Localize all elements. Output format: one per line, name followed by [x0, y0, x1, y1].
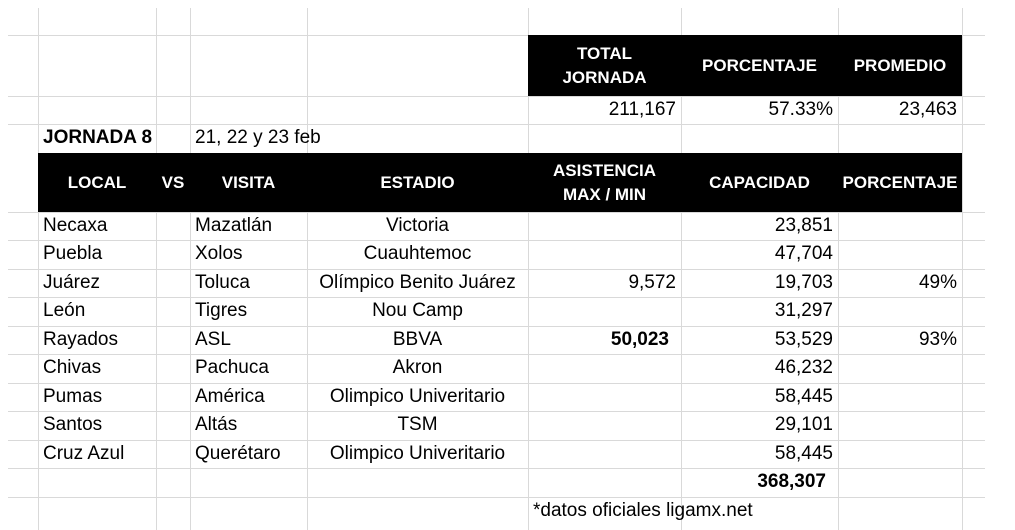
table-header-porcentaje: PORCENTAJE [842, 172, 958, 192]
cell-local: Puebla [43, 243, 103, 264]
cell-asistencia: 9,572 [628, 272, 676, 293]
summary-header-porcentaje: PORCENTAJE [681, 35, 838, 96]
cell-local: Juárez [43, 272, 101, 293]
cell-capacidad: 23,851 [774, 215, 833, 236]
cell-capacidad: 47,704 [774, 243, 833, 264]
cell-estadio: Akron [392, 357, 443, 378]
cell-capacidad: 19,703 [774, 272, 833, 293]
table-header-estadio: ESTADIO [380, 172, 455, 192]
summary-header-total: TOTAL JORNADA [528, 35, 681, 96]
cell-local: Pumas [43, 386, 103, 407]
table-header-capacidad: CAPACIDAD [709, 172, 810, 192]
cell-estadio: Olimpico Univeritario [329, 443, 506, 464]
jornada-label: JORNADA 8 [43, 127, 153, 148]
cell-estadio: Cuauhtemoc [363, 243, 472, 264]
cell-visita: Tigres [195, 300, 248, 321]
total-capacidad: 368,307 [757, 471, 826, 492]
cell-capacidad: 58,445 [774, 443, 833, 464]
cell-capacidad: 53,529 [774, 329, 833, 350]
cell-visita: Mazatlán [195, 215, 273, 236]
cell-local: Cruz Azul [43, 443, 125, 464]
table-header-asistencia: ASISTENCIA MAX / MIN [553, 160, 656, 204]
cell-estadio: TSM [397, 414, 438, 435]
cell-capacidad: 29,101 [774, 414, 833, 435]
summary-promedio-value: 23,463 [898, 99, 957, 120]
cell-local: Rayados [43, 329, 118, 350]
cell-asistencia: 50,023 [610, 329, 669, 350]
cell-visita: Toluca [195, 272, 250, 293]
summary-total-value: 211,167 [608, 99, 676, 120]
cell-capacidad: 58,445 [774, 386, 833, 407]
cell-visita: Querétaro [195, 443, 281, 464]
cell-local: León [43, 300, 86, 321]
table-header-local: LOCAL [67, 172, 127, 192]
cell-local: Chivas [43, 357, 102, 378]
cell-estadio: Nou Camp [372, 300, 463, 321]
cell-local: Santos [43, 414, 103, 435]
cell-visita: ASL [195, 329, 231, 350]
cell-estadio: Victoria [385, 215, 449, 236]
table-header-vs: VS [161, 172, 185, 192]
cell-porcentaje: 93% [918, 329, 957, 350]
cell-estadio: Olimpico Univeritario [329, 386, 506, 407]
cell-capacidad: 46,232 [774, 357, 833, 378]
jornada-dates: 21, 22 y 23 feb [195, 127, 321, 148]
cell-porcentaje: 49% [918, 272, 957, 293]
cell-local: Necaxa [43, 215, 108, 236]
cell-visita: Xolos [195, 243, 243, 264]
cell-visita: Altás [195, 414, 238, 435]
cell-capacidad: 31,297 [774, 300, 833, 321]
table-header-visita: VISITA [221, 172, 276, 192]
summary-porcentaje-value: 57.33% [768, 99, 833, 120]
cell-visita: Pachuca [195, 357, 269, 378]
summary-header-promedio: PROMEDIO [838, 35, 962, 96]
cell-estadio: BBVA [392, 329, 443, 350]
footnote: *datos oficiales ligamx.net [533, 500, 753, 521]
cell-visita: América [195, 386, 265, 407]
cell-estadio: Olímpico Benito Juárez [319, 272, 516, 293]
